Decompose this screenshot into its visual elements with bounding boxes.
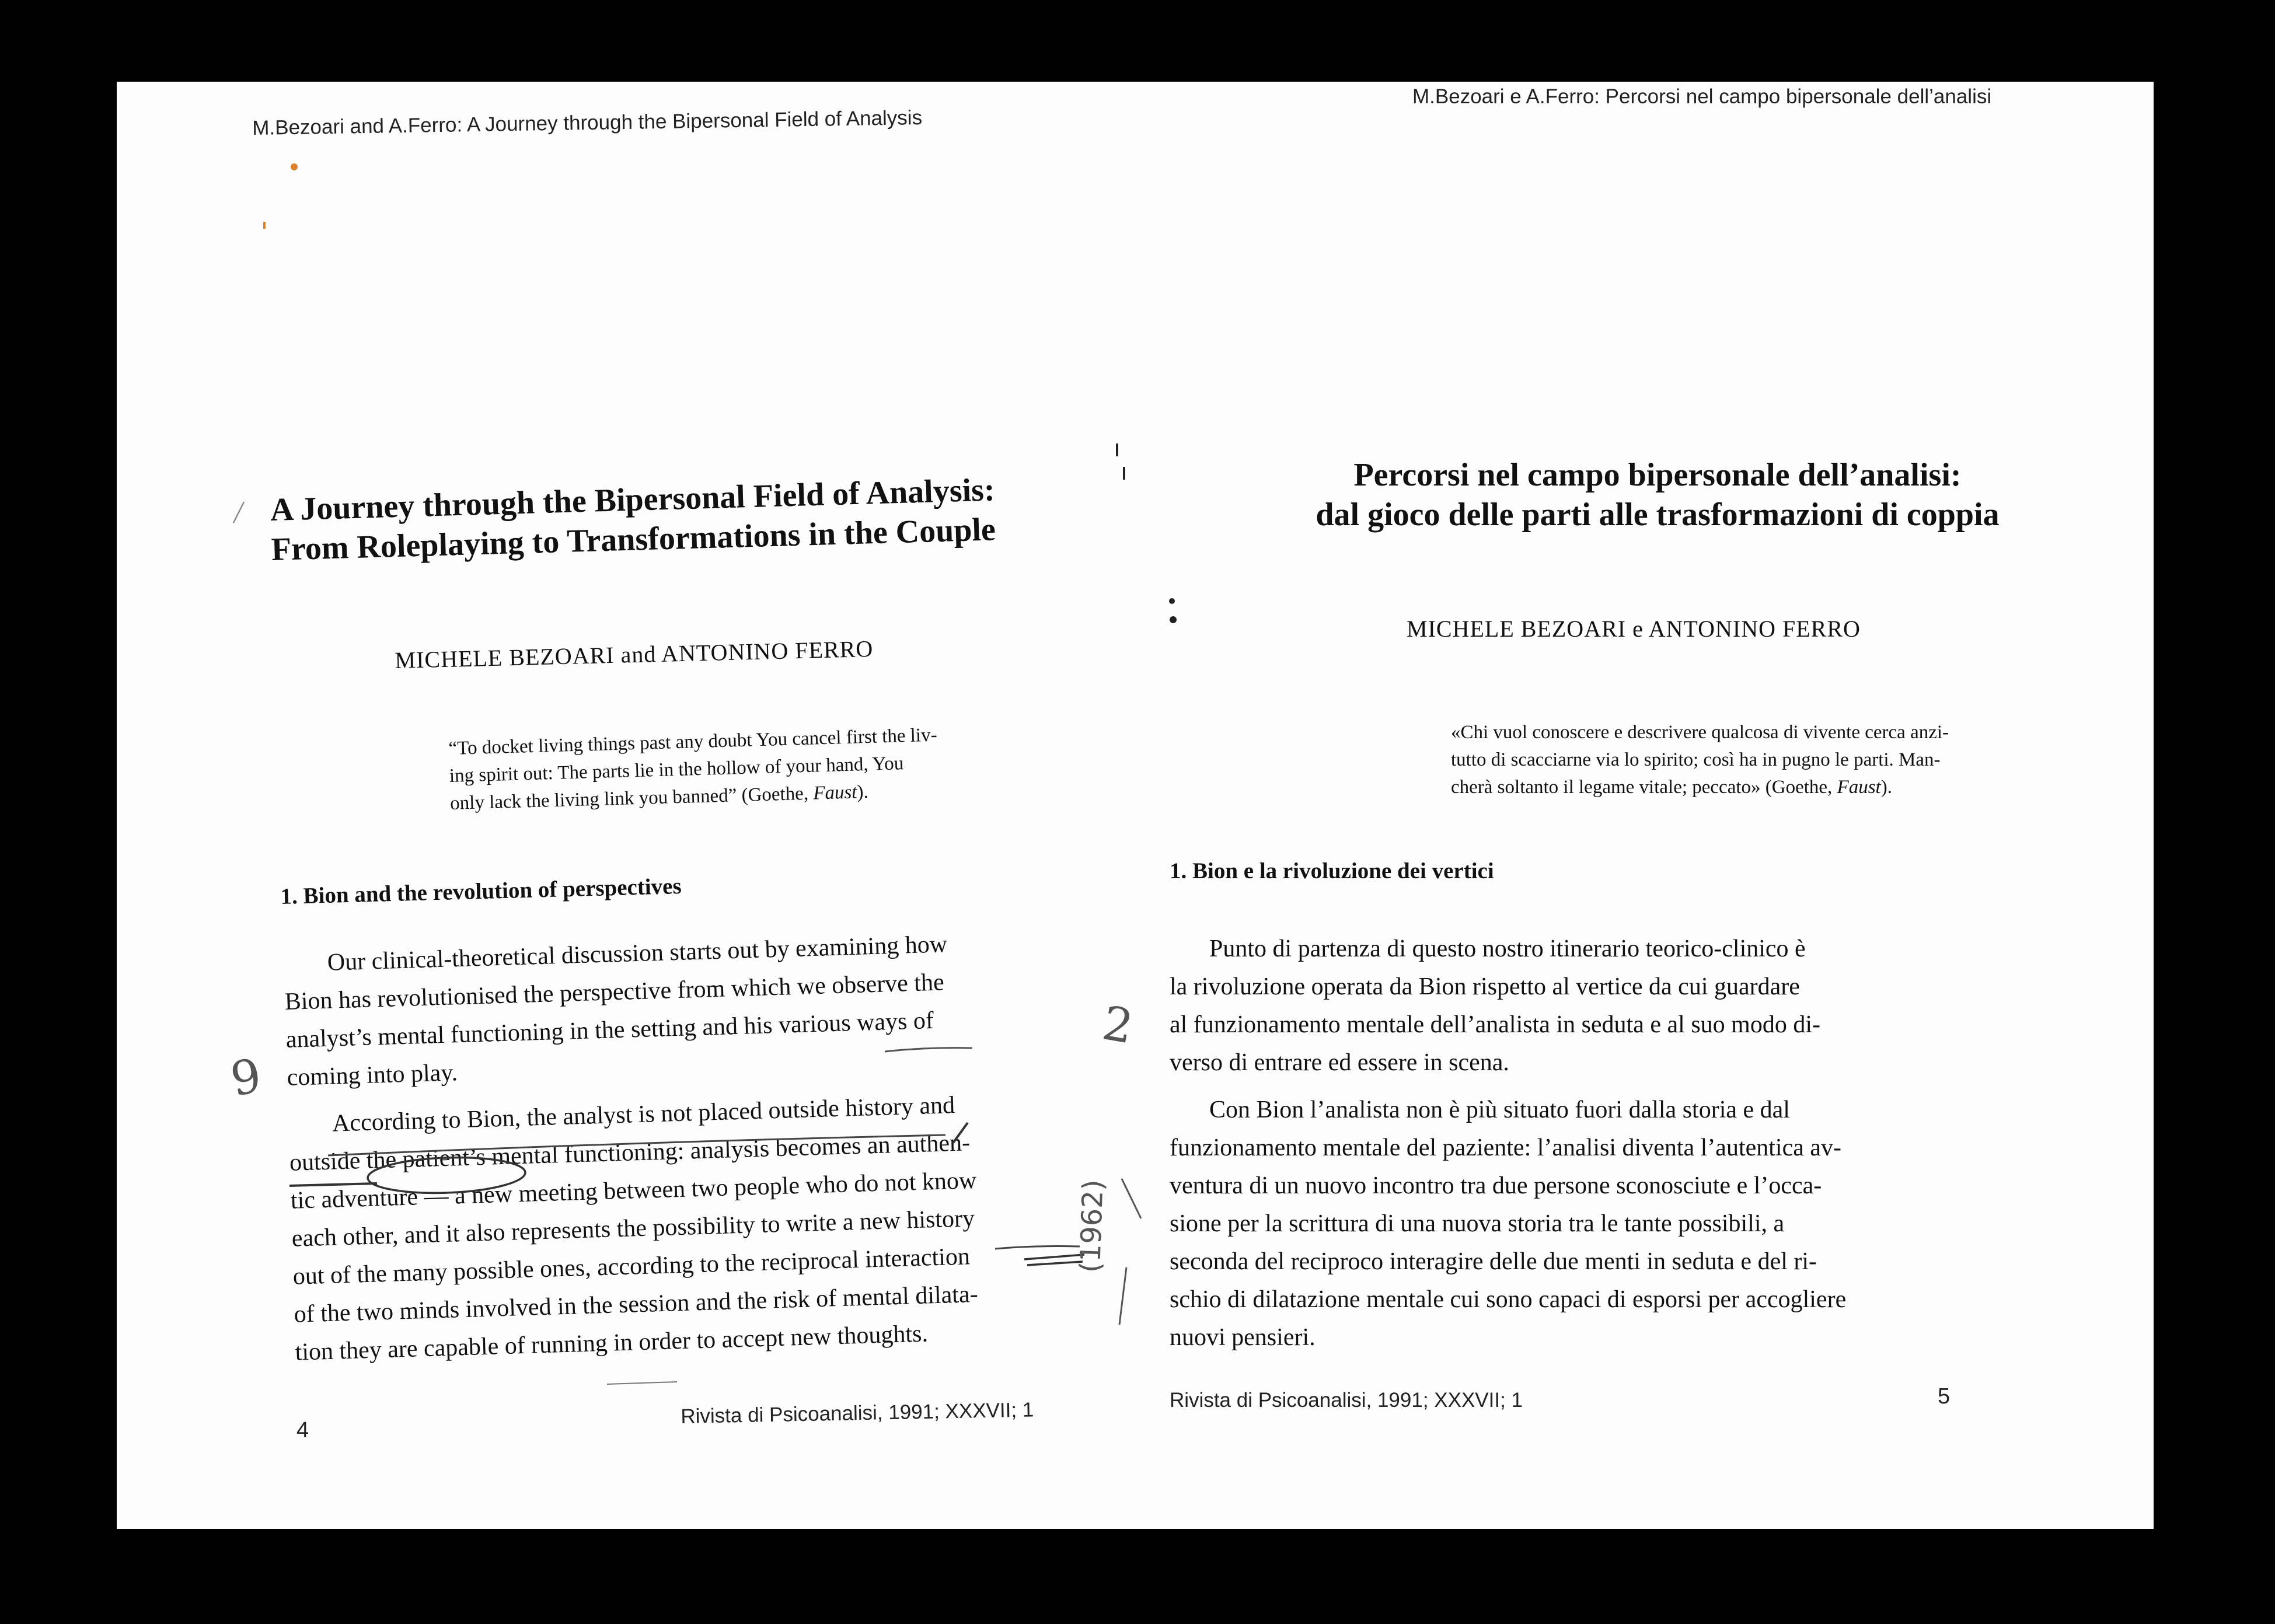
text-line: la rivoluzione operata da Bion rispetto al vertice da cui guardare (1170, 973, 1800, 1000)
text-line: verso di entrare ed essere in scena. (1170, 1049, 1509, 1076)
right-article-title (1156, 455, 2159, 535)
text-line: each other, and it also represents the possibility to write a new history (291, 1205, 975, 1252)
work-title: Faust (1837, 777, 1881, 798)
text-line: Con Bion l’analista non è più situato fuori dalla storia e dal (1209, 1096, 1790, 1123)
left-paragraph-2 (288, 1086, 982, 1372)
right-page-number: 5 (1938, 1384, 1951, 1409)
left-epigraph (448, 722, 939, 818)
handwritten-numeral-right: 2 (1098, 996, 1138, 1054)
left-page (117, 82, 1144, 1529)
right-epigraph-line-1: «Chi vuol conoscere e descrivere qualcosa di vivente cerca anzi- (1451, 722, 1949, 743)
left-body-text (283, 925, 982, 1372)
left-running-head: M.Bezoari and A.Ferro: A Journey through the Bipersonal Field of Analysis (252, 106, 923, 139)
right-epigraph-line-2: tutto di scacciarne via lo spirito; così ha in pugno le parti. Man- (1451, 749, 1941, 770)
left-section-heading: 1. Bion and the revolution of perspectives (280, 874, 682, 909)
text-line: of the two minds involved in the session and the risk of mental dilata- (294, 1280, 979, 1328)
left-authors: MICHELE BEZOARI and ANTONINO FERRO (395, 635, 874, 673)
work-title: Faust (812, 781, 857, 804)
scanned-spread (117, 82, 2154, 1529)
left-epigraph-line-3: only lack the living link you banned” (Goethe, Faust). (449, 781, 869, 814)
left-journal-footer: Rivista di Psicoanalisi, 1991; XXXVII; 1 (681, 1398, 1034, 1428)
text-line: ventura di un nuovo incontro tra due persone sconosciute e l’occa- (1170, 1172, 1822, 1199)
right-page (1156, 82, 2154, 1529)
text-line: analyst’s mental functioning in the setting and his various ways of (285, 1007, 934, 1053)
right-body-text (1170, 930, 1846, 1357)
text-line: seconda del reciproco interagire delle due menti in seduta e del ri- (1170, 1248, 1817, 1275)
text-line: tic adventure — a new meeting between two people who do not know (290, 1167, 977, 1214)
text-line: coming into play. (287, 1059, 458, 1091)
text-line: al funzionamento mentale dell’analista in seduta e al suo modo di- (1170, 1011, 1820, 1038)
text-line: out of the many possible ones, according to the reciprocal interaction (292, 1243, 971, 1290)
left-paragraph-1 (283, 925, 973, 1097)
text-line: funzionamento mentale del paziente: l’analisi diventa l’autentica av- (1170, 1134, 1842, 1161)
right-section-heading: 1. Bion e la rivoluzione dei vertici (1170, 858, 1494, 883)
left-title-line-1: A Journey through the Bipersonal Field of Analysis: (270, 472, 996, 528)
text-line: Punto di partenza di questo nostro itinerario teorico-clinico è (1209, 935, 1806, 962)
right-journal-footer: Rivista di Psicoanalisi, 1991; XXXVII; 1 (1170, 1389, 1523, 1412)
left-epigraph-line-2: ing spirit out: The parts lie in the hollow of your hand, You (449, 753, 904, 787)
right-authors: MICHELE BEZOARI e ANTONINO FERRO (1407, 616, 1861, 642)
text-line: schio di dilatazione mentale cui sono capaci di esporsi per accogliere (1170, 1286, 1847, 1313)
right-paragraph-1 (1170, 930, 1846, 1082)
text-line: outside the patient’s mental functioning: analysis becomes an authen- (289, 1129, 971, 1176)
text-line: Bion has revolutionised the perspective from which we observe the (284, 969, 945, 1015)
right-running-head: M.Bezoari e A.Ferro: Percorsi nel campo bipersonale dell’analisi (1412, 85, 1992, 108)
right-title-line-1: Percorsi nel campo bipersonale dell’analisi: (1353, 457, 1962, 493)
left-page-number: 4 (296, 1418, 309, 1443)
text-line: nuovi pensieri. (1170, 1324, 1316, 1351)
left-title-line-2: From Roleplaying to Transformations in the Couple (270, 511, 996, 568)
right-title-line-2: dal gioco delle parti alle trasformazioni di coppia (1316, 497, 2000, 533)
text-line: tion they are capable of running in order to accept new thoughts. (295, 1320, 929, 1366)
handwritten-numeral-left: 9 (226, 1048, 266, 1107)
right-epigraph (1451, 719, 1949, 801)
right-epigraph-line-3: cherà soltanto il legame vitale; peccato» (Goethe, Faust). (1451, 777, 1892, 798)
right-paragraph-2 (1170, 1091, 1846, 1357)
text-line: Our clinical-theoretical discussion starts out by examining how (327, 931, 948, 976)
left-epigraph-line-1: “To docket living things past any doubt You cancel first the liv- (448, 724, 938, 759)
handwritten-vertical-note: (1962) (1074, 1179, 1110, 1273)
left-article-title (270, 470, 996, 570)
text-line: According to Bion, the analyst is not placed outside history and (332, 1091, 955, 1137)
text-line: sione per la scrittura di una nuova storia tra le tante possibili, a (1170, 1210, 1785, 1237)
